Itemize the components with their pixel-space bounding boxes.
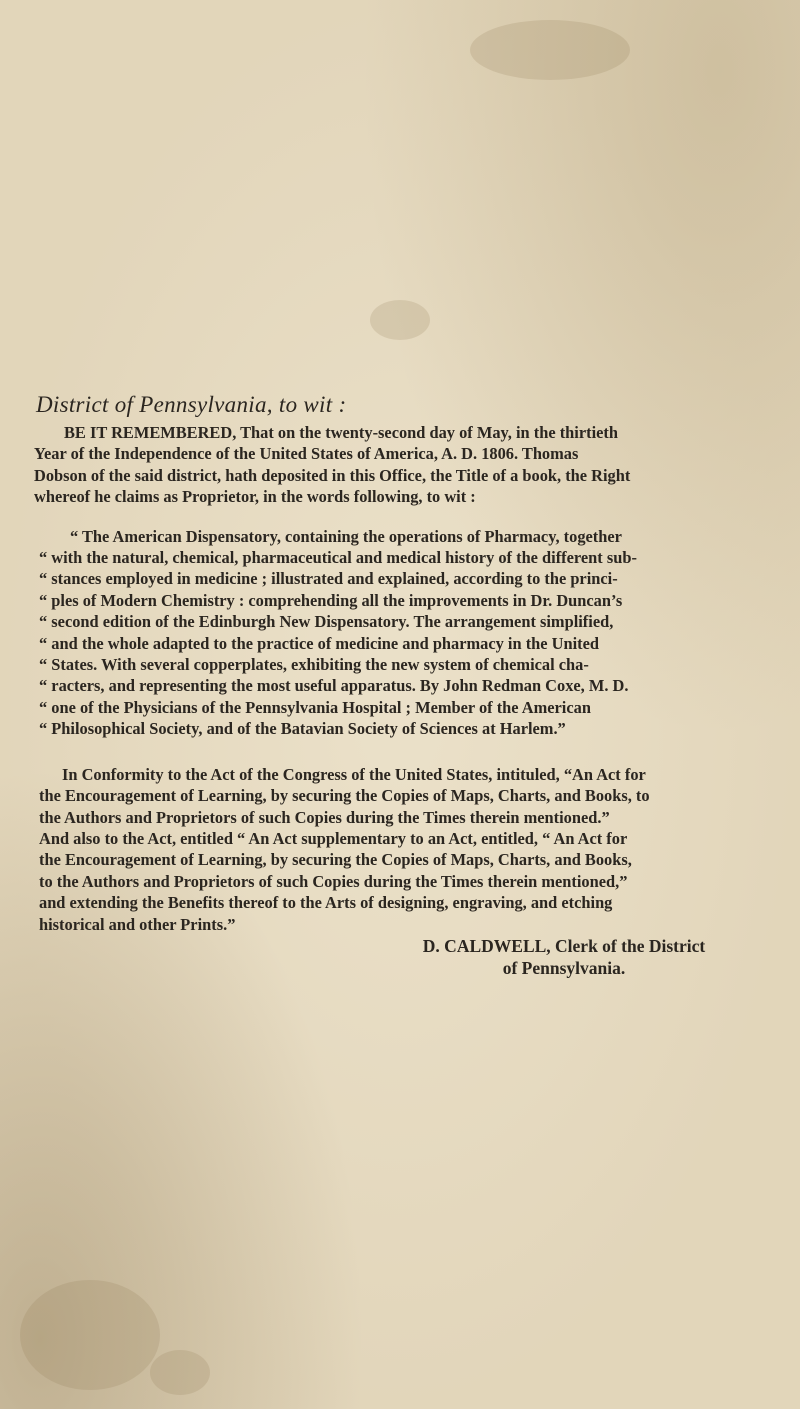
conformity-paragraph	[34, 764, 774, 935]
spacer	[34, 508, 774, 526]
text-line: and extending the Benefits thereof to the Arts of designing, engraving, and etching	[39, 893, 613, 913]
paper-stain	[470, 20, 630, 80]
remembered-paragraph	[34, 422, 774, 508]
text-line: historical and other Prints.”	[39, 914, 236, 934]
text-line: “ States. With several copperplates, exhibiting the new system of chemical cha-	[39, 655, 589, 675]
text-line: “ one of the Physicians of the Pennsylvania Hospital ; Member of the American	[39, 697, 591, 717]
text-line: “ with the natural, chemical, pharmaceutical and medical history of the different sub-	[39, 548, 637, 568]
clerk-place: of Pennsylvania.	[502, 957, 626, 978]
paper-stain	[370, 300, 430, 340]
text-line: Year of the Independence of the United States of America, A. D. 1806. Thomas	[34, 444, 579, 464]
text-line: the Authors and Proprietors of such Copies during the Times therein mentioned.”	[39, 807, 610, 827]
copyright-notice	[34, 392, 774, 979]
text-line: “ ples of Modern Chemistry : comprehending all the improvements in Dr. Duncan’s	[39, 590, 623, 610]
text-line: And also to the Act, entitled “ An Act supplementary to an Act, entitled, “ An Act for	[39, 828, 628, 848]
text-line: In Conformity to the Act of the Congress of the United States, intituled, “An Act for	[62, 764, 646, 784]
text-line: BE IT REMEMBERED, That on the twenty-second day of May, in the thirtieth	[64, 423, 618, 442]
district-heading: District of Pennsylvania, to wit :	[36, 392, 347, 417]
text-line: “ Philosophical Society, and of the Batavian Society of Sciences at Harlem.”	[39, 719, 566, 739]
book-title-quotation	[34, 526, 774, 740]
clerk-signature	[394, 935, 734, 979]
text-line: “ stances employed in medicine ; illustrated and explained, according to the princi-	[39, 569, 618, 589]
spacer	[34, 740, 774, 764]
text-line: “ racters, and representing the most useful apparatus. By John Redman Coxe, M. D.	[39, 676, 629, 696]
text-line: the Encouragement of Learning, by securing the Copies of Maps, Charts, and Books,	[39, 850, 632, 870]
paper-stain	[20, 1280, 160, 1390]
clerk-name: D. CALDWELL, Clerk of the District	[422, 935, 706, 956]
paper-stain	[150, 1350, 210, 1395]
text-line: to the Authors and Proprietors of such Copies during the Times therein mentioned,”	[39, 871, 628, 891]
text-line: the Encouragement of Learning, by securing the Copies of Maps, Charts, and Books, to	[39, 786, 650, 806]
text-line: Dobson of the said district, hath deposited in this Office, the Title of a book, the Right	[34, 465, 631, 485]
text-line: “ The American Dispensatory, containing the operations of Pharmacy, together	[70, 526, 622, 546]
text-line: whereof he claims as Proprietor, in the words following, to wit :	[34, 487, 476, 507]
text-line: “ second edition of the Edinburgh New Dispensatory. The arrangement simplified,	[39, 612, 614, 632]
text-line: “ and the whole adapted to the practice of medicine and pharmacy in the United	[39, 633, 600, 653]
